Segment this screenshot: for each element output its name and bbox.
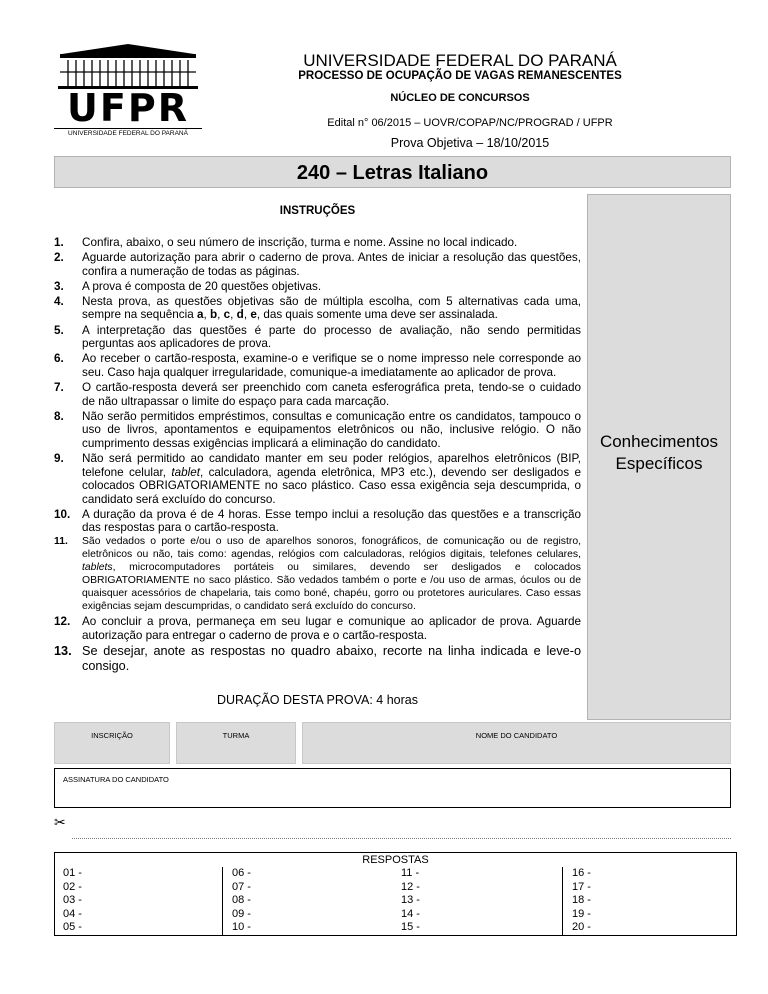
instruction-text: A prova é composta de 20 questões objetivas. xyxy=(82,279,322,293)
response-slot: 04 - xyxy=(63,907,82,920)
university-name: UNIVERSIDADE FEDERAL DO PARANÁ xyxy=(303,51,617,70)
instruction-text: , xyxy=(230,308,237,322)
response-slot: 16 - xyxy=(572,867,591,879)
logo-text: UFPR xyxy=(67,86,189,130)
nucleo-name: NÚCLEO DE CONCURSOS xyxy=(390,92,530,104)
turma-field[interactable] xyxy=(176,722,296,764)
response-slot: 08 - xyxy=(232,894,251,907)
signature-field[interactable] xyxy=(54,768,731,808)
instruction-item xyxy=(54,324,581,351)
response-slot: 20 - xyxy=(572,921,591,934)
instruction-item xyxy=(54,536,581,613)
exam-title: 240 – Letras Italiano xyxy=(296,162,489,184)
response-slot: 01 - xyxy=(63,867,82,879)
instruction-text: , xyxy=(203,308,211,322)
instruction-number: 13. xyxy=(54,644,72,659)
candidate-name-label: NOME DO CANDIDATO xyxy=(475,731,558,740)
instruction-text: A duração da prova é de 4 horas. Esse tempo inclui a resolução das questões e a transcrição das respostas para o cartão-resposta. xyxy=(82,507,581,535)
instruction-text: e xyxy=(250,308,257,322)
knowledge-area-line2: Específicos xyxy=(615,454,703,473)
responses-table xyxy=(54,852,737,936)
logo-subtitle: UNIVERSIDADE FEDERAL DO PARANÁ xyxy=(54,128,202,137)
instruction-text: tablet xyxy=(171,465,200,479)
instruction-text: Nesta prova, as questões objetivas são de múltipla escolha, com 5 alternativas cada uma, sempre na sequência xyxy=(82,294,581,322)
instruction-number: 10. xyxy=(54,507,71,521)
instruction-text: a xyxy=(197,308,204,322)
instruction-text: c xyxy=(223,308,231,322)
instruction-item xyxy=(54,644,581,673)
instruction-text: , xyxy=(243,308,251,322)
response-slot: 06 - xyxy=(232,867,251,879)
instruction-text: Ao receber o cartão-resposta, examine-o e verifique se o nome impresso nele corresponde ao seu. Caso haja qualquer irregularidade, comunique-a imediatamente ao aplicador de prova. xyxy=(82,352,581,379)
instruction-text: O cartão-resposta deverá ser preenchido com caneta esferográfica preta, tendo-se o cuidado de não ultrapassar o limite do espaço para cada marcação. xyxy=(82,380,581,408)
responses-column-1 xyxy=(63,867,82,935)
instruction-item xyxy=(54,381,581,408)
instruction-text: , calculadora, agenda eletrônica, MP3 etc.), devendo ser desligados e colocados OBRIGATORIAMENTE no saco plástico. Caso essa exigência seja descumprida, o candidato será excluído do concurso. xyxy=(82,465,581,506)
instruction-number: 1. xyxy=(54,236,64,249)
instruction-number: 5. xyxy=(54,323,64,337)
inscricao-field[interactable] xyxy=(54,722,170,764)
signature-label: ASSINATURA DO CANDIDATO xyxy=(63,775,169,784)
instruction-number: 11. xyxy=(54,536,68,548)
instruction-number: 7. xyxy=(54,380,64,394)
process-name: PROCESSO DE OCUPAÇÃO DE VAGAS REMANESCENTES xyxy=(298,70,622,82)
responses-title: RESPOSTAS xyxy=(362,854,429,866)
cut-line xyxy=(72,838,731,839)
instruction-number: 3. xyxy=(54,279,64,293)
scissors-icon: ✂ xyxy=(54,814,66,830)
inscricao-label: INSCRIÇÃO xyxy=(91,731,133,740)
response-slot: 18 - xyxy=(572,894,591,907)
instruction-text: , das quais somente uma deve ser assinalada. xyxy=(256,308,498,322)
exam-duration: DURAÇÃO DESTA PROVA: 4 horas xyxy=(217,693,418,707)
instruction-text: Ao concluir a prova, permaneça em seu lugar e comunique ao aplicador de prova. Aguarde autorização para entregar o caderno de prova e o cartão-resposta. xyxy=(82,615,581,642)
instruction-item xyxy=(54,615,581,642)
column-divider xyxy=(222,867,223,935)
ufpr-logo xyxy=(54,42,202,138)
instruction-text: São vedados o porte e/ou o uso de aparelhos sonoros, fonográficos, de comunicação ou de registro, eletrônicos ou não, tais como: agendas, relógios com calculadoras, relógios digitais, telefones celulares, xyxy=(82,536,581,561)
response-slot: 02 - xyxy=(63,880,82,893)
instruction-number: 2. xyxy=(54,251,64,265)
response-slot: 11 - xyxy=(401,867,420,879)
instruction-number: 4. xyxy=(54,294,64,308)
response-slot: 05 - xyxy=(63,921,82,934)
exam-date: Prova Objetiva – 18/10/2015 xyxy=(390,136,550,150)
instruction-item xyxy=(54,251,581,278)
response-slot: 07 - xyxy=(232,880,251,893)
instruction-text: A interpretação das questões é parte do processo de avaliação, não sendo permitidas perguntas aos aplicadores de prova. xyxy=(82,323,581,351)
response-slot: 13 - xyxy=(401,894,420,907)
response-slot: 09 - xyxy=(232,907,251,920)
responses-column-3 xyxy=(401,867,420,935)
instruction-number: 9. xyxy=(54,451,64,465)
instruction-text: tablets xyxy=(82,562,113,574)
instruction-text: b xyxy=(210,308,218,322)
instruction-text: Aguarde autorização para abrir o caderno de prova. Antes de iniciar a resolução das questões, confira a numeração de todas as páginas. xyxy=(82,251,581,278)
turma-label: TURMA xyxy=(222,731,250,740)
responses-column-4 xyxy=(572,867,591,935)
instruction-item xyxy=(54,508,581,535)
candidate-name-field[interactable] xyxy=(302,722,731,764)
instructions-list xyxy=(54,236,581,675)
instruction-text: Se desejar, anote as respostas no quadro abaixo, recorte na linha indicada e leve-o consigo. xyxy=(82,644,581,673)
edital-reference: Edital n° 06/2015 – UOVR/COPAP/NC/PROGRAD / UFPR xyxy=(327,117,613,129)
responses-column-2 xyxy=(232,867,251,935)
instruction-item xyxy=(54,295,581,322)
response-slot: 15 - xyxy=(401,921,420,934)
instruction-item xyxy=(54,236,581,250)
knowledge-area-panel xyxy=(587,194,731,720)
instruction-text: Não serão permitidos empréstimos, consultas e comunicação entre os candidatos, tampouco o uso de livros, apontamentos e equipamentos eletrônicos ou não, inclusive relógio. O não cumprimento dessas exigências implicará a eliminação do candidato. xyxy=(82,409,581,450)
instruction-number: 8. xyxy=(54,409,64,423)
response-slot: 19 - xyxy=(572,907,591,920)
instruction-item xyxy=(54,352,581,379)
exam-title-bar xyxy=(54,156,731,188)
instructions-title: INSTRUÇÕES xyxy=(279,205,356,217)
instruction-number: 12. xyxy=(54,615,71,629)
instruction-text: Confira, abaixo, o seu número de inscrição, turma e nome. Assine no local indicado. xyxy=(82,236,518,249)
column-divider xyxy=(562,867,563,935)
instruction-item xyxy=(54,280,581,294)
response-slot: 12 - xyxy=(401,880,420,893)
instruction-text: , microcomputadores portáteis ou similares, devendo ser desligados e colocados OBRIGATORIAMENTE no saco plástico. São vedados também o porte e /ou uso de armas, óculos ou de quaisquer acessórios de chapelaria, tais como boné, chapéu, gorro ou protetores auriculares. Caso essas exigências sejam descumpridas, o candidato será excluído do concurso. xyxy=(82,562,581,612)
instruction-number: 6. xyxy=(54,352,64,366)
instruction-text: d xyxy=(236,308,244,322)
knowledge-area-line1: Conhecimentos xyxy=(599,432,719,451)
response-slot: 03 - xyxy=(63,894,82,907)
response-slot: 10 - xyxy=(232,921,251,934)
response-slot: 14 - xyxy=(401,907,420,920)
instruction-item xyxy=(54,452,581,506)
instruction-text: Não será permitido ao candidato manter em seu poder relógios, aparelhos eletrônicos (BIP, telefone celular, xyxy=(82,451,581,479)
response-slot: 17 - xyxy=(572,880,591,893)
instruction-item xyxy=(54,410,581,451)
instruction-text: , xyxy=(217,308,224,322)
